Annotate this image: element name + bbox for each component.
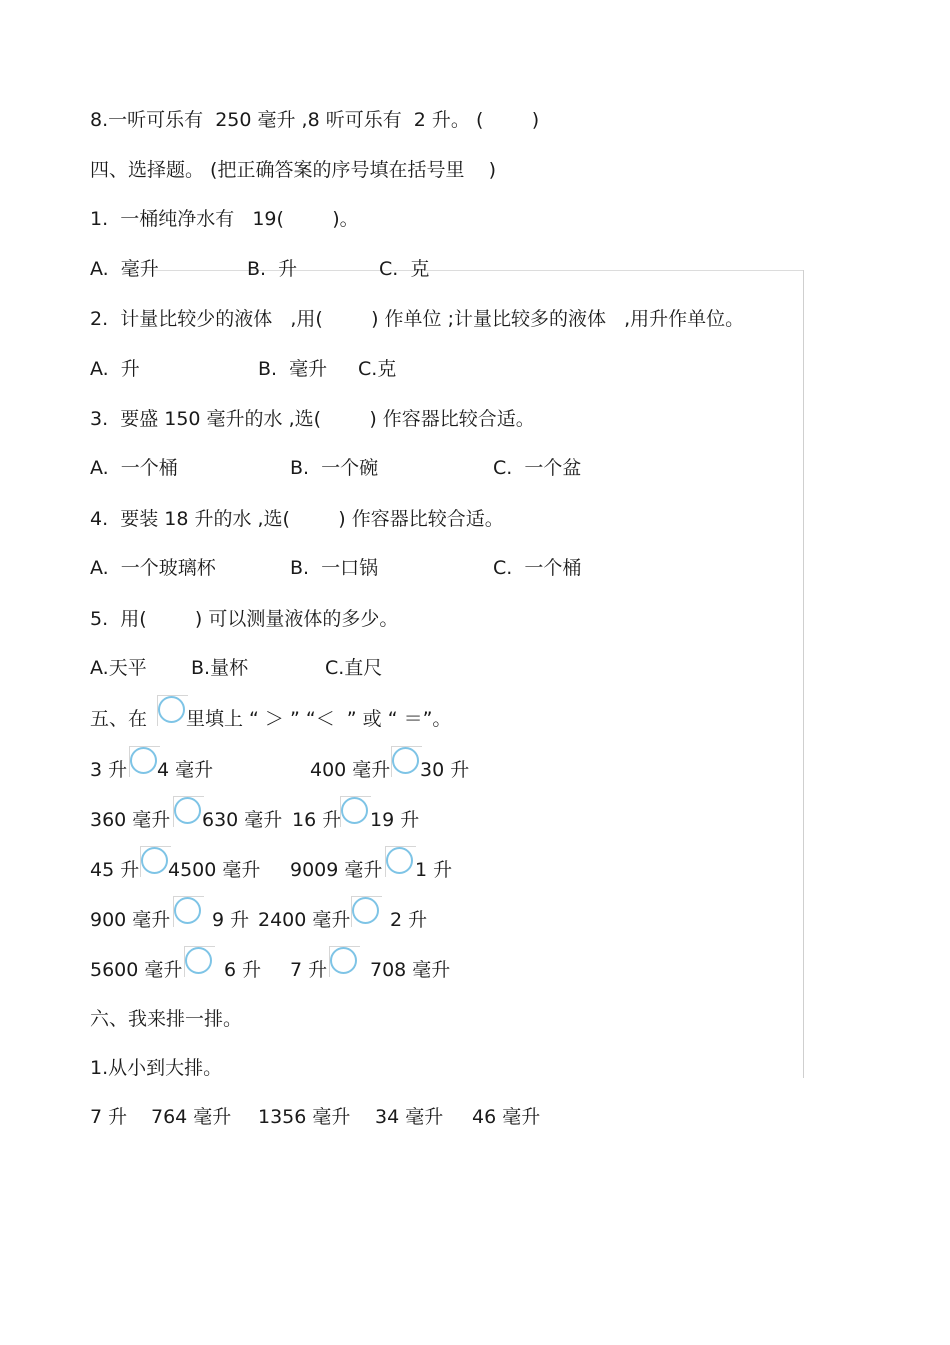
- s4-q1-stem: 1. 一桶纯净水有 19( )。: [90, 208, 359, 230]
- sort-item: 764 毫升: [151, 1106, 232, 1128]
- section5-title: [90, 704, 790, 734]
- compare-circle-5a[interactable]: [185, 947, 212, 974]
- compare-right-5a: 6 升: [224, 959, 262, 981]
- compare-circle-1b[interactable]: [392, 747, 419, 774]
- s4-q3-options: [90, 453, 790, 483]
- compare-right-4a: 9 升: [212, 909, 250, 931]
- compare-circle-4a[interactable]: [174, 897, 201, 924]
- s4-q4-stem: 4. 要装 18 升的水 ,选( ) 作容器比较合适。: [90, 508, 504, 530]
- compare-row-1: [90, 755, 790, 785]
- section5-title-pre: 五、在: [90, 708, 148, 730]
- compare-right-3a: 4500 毫升: [168, 859, 261, 881]
- section5-title-post: 里填上 “ ＞ ” “＜ ” 或 “ ＝”。: [186, 708, 452, 730]
- s4-q5-options: [90, 653, 790, 683]
- s4-q1-option-a: A. 毫升: [90, 258, 159, 280]
- s4-q3-option-c: C. 一个盆: [493, 457, 582, 479]
- compare-circle-4b[interactable]: [352, 897, 379, 924]
- compare-right-2b: 19 升: [370, 809, 420, 831]
- s4-q2-option-a: A. 升: [90, 358, 140, 380]
- s4-q2-options: [90, 354, 790, 384]
- s4-q4-option-c: C. 一个桶: [493, 557, 582, 579]
- sort-item: 34 毫升: [375, 1106, 444, 1128]
- compare-right-4b: 2 升: [390, 909, 428, 931]
- compare-left-2b: 16 升: [292, 809, 342, 831]
- sort-item: 1356 毫升: [258, 1106, 351, 1128]
- compare-left-5a: 5600 毫升: [90, 959, 183, 981]
- section6-title: 六、我来排一排。: [90, 1008, 243, 1030]
- compare-row-4: [90, 905, 790, 935]
- s4-q5-option-c: C.直尺: [325, 657, 383, 679]
- sort-items: [90, 1102, 790, 1132]
- compare-right-2a: 630 毫升: [202, 809, 283, 831]
- compare-left-4a: 900 毫升: [90, 909, 171, 931]
- compare-left-5b: 7 升: [290, 959, 328, 981]
- s4-q1-option-c: C. 克: [379, 258, 430, 280]
- compare-circle-1a[interactable]: [130, 747, 157, 774]
- page-frame-right: [803, 270, 804, 1078]
- s4-q4-option-b: B. 一口锅: [290, 557, 379, 579]
- s4-q5-option-b: B.量杯: [191, 657, 249, 679]
- compare-right-3b: 1 升: [415, 859, 453, 881]
- compare-left-3b: 9009 毫升: [290, 859, 383, 881]
- s4-q3-stem: 3. 要盛 150 毫升的水 ,选( ) 作容器比较合适。: [90, 408, 535, 430]
- s4-q1-options: [90, 254, 790, 284]
- compare-left-1b: 400 毫升: [310, 759, 391, 781]
- s4-q2-option-c: C.克: [358, 358, 397, 380]
- q8-line: 8.一听可乐有 250 毫升 ,8 听可乐有 2 升。 ( ): [90, 109, 540, 131]
- compare-right-1a: 4 毫升: [157, 759, 214, 781]
- compare-circle-5b[interactable]: [330, 947, 357, 974]
- s4-q1-option-b: B. 升: [247, 258, 298, 280]
- compare-circle-icon: [158, 696, 185, 723]
- s4-q3-option-b: B. 一个碗: [290, 457, 379, 479]
- compare-circle-3b[interactable]: [386, 847, 413, 874]
- section6-subtitle: 1.从小到大排。: [90, 1057, 223, 1079]
- compare-left-4b: 2400 毫升: [258, 909, 351, 931]
- s4-q5-option-a: A.天平: [90, 657, 147, 679]
- sort-item: 7 升: [90, 1106, 128, 1128]
- section4-title: 四、选择题。 (把正确答案的序号填在括号里 ): [90, 159, 497, 181]
- s4-q3-option-a: A. 一个桶: [90, 457, 178, 479]
- compare-row-3: [90, 855, 790, 885]
- compare-circle-2b[interactable]: [341, 797, 368, 824]
- compare-left-2a: 360 毫升: [90, 809, 171, 831]
- compare-circle-2a[interactable]: [174, 797, 201, 824]
- compare-row-2: [90, 805, 790, 835]
- compare-circle-3a[interactable]: [141, 847, 168, 874]
- s4-q5-stem: 5. 用( ) 可以测量液体的多少。: [90, 608, 399, 630]
- compare-row-5: [90, 955, 790, 985]
- compare-left-1a: 3 升: [90, 759, 128, 781]
- sort-item: 46 毫升: [472, 1106, 541, 1128]
- compare-left-3a: 45 升: [90, 859, 140, 881]
- s4-q2-stem: 2. 计量比较少的液体 ,用( ) 作单位 ;计量比较多的液体 ,用升作单位。: [90, 308, 745, 330]
- s4-q4-options: [90, 553, 790, 583]
- s4-q2-option-b: B. 毫升: [258, 358, 328, 380]
- compare-right-5b: 708 毫升: [370, 959, 451, 981]
- s4-q4-option-a: A. 一个玻璃杯: [90, 557, 216, 579]
- compare-right-1b: 30 升: [420, 759, 470, 781]
